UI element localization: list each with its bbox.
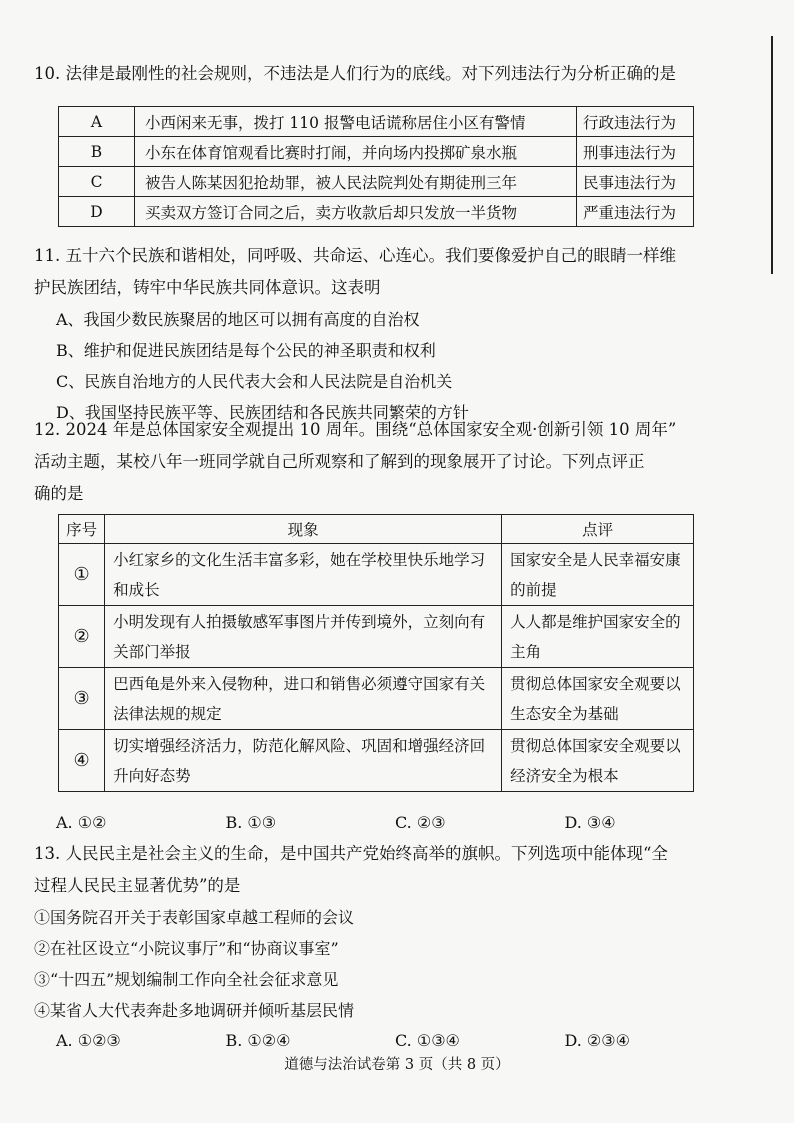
row-comment: 国家安全是人民幸福安康的前提 — [502, 544, 694, 606]
row-phenomenon: 切实增强经济活力，防范化解风险、巩固和增强经济回升向好态势 — [105, 730, 502, 792]
row-behavior: 买卖双方签订合同之后，卖方收款后却只发放一半货物 — [135, 197, 577, 227]
question-11-option-d: D、我国坚持民族平等、民族团结和各民族共同繁荣的方针 — [56, 403, 469, 422]
header-phenomenon: 现象 — [105, 515, 502, 544]
table-header-row — [59, 515, 694, 544]
row-category: 严重违法行为 — [577, 197, 694, 227]
question-12-choice-c: C. ②③ — [395, 813, 446, 832]
question-10-table — [58, 106, 694, 227]
question-11-option-c: C、民族自治地方的人民代表大会和人民法院是自治机关 — [56, 372, 453, 391]
question-12-table — [58, 514, 694, 792]
question-12-choice-d: D. ③④ — [564, 813, 616, 832]
question-12-choice-a: A. ①② — [56, 813, 107, 832]
row-letter: C — [59, 167, 135, 197]
question-10 — [34, 58, 734, 90]
page-footer: 道德与法治试卷第 3 页（共 8 页） — [284, 1057, 510, 1073]
row-comment: 人人都是维护国家安全的主角 — [502, 606, 694, 668]
table-row — [59, 197, 694, 227]
question-11-stem-line2: 护民族团结，铸牢中华民族共同体意识。这表明 — [34, 278, 381, 297]
row-behavior: 小东在体育馆观看比赛时打闹，并向场内投掷矿泉水瓶 — [135, 137, 577, 167]
row-comment: 贯彻总体国家安全观要以经济安全为根本 — [502, 730, 694, 792]
table-row — [59, 137, 694, 167]
row-phenomenon: 小明发现有人拍摄敏感军事图片并传到境外，立刻向有关部门举报 — [105, 606, 502, 668]
header-number: 序号 — [59, 515, 105, 544]
row-letter: A — [59, 107, 135, 137]
row-letter: D — [59, 197, 135, 227]
row-phenomenon: 巴西龟是外来入侵物种，进口和销售必须遵守国家有关法律法规的规定 — [105, 668, 502, 730]
question-13-stem-line2: 过程人民民主显著优势”的是 — [34, 876, 241, 895]
table-row — [59, 167, 694, 197]
table-row — [59, 668, 694, 730]
question-13-item-2: ②在社区设立“小院议事厅”和“协商议事室” — [34, 939, 339, 958]
question-13-choice-c: C. ①③④ — [395, 1031, 460, 1050]
question-13-item-1: ①国务院召开关于表彰国家卓越工程师的会议 — [34, 908, 355, 927]
table-row — [59, 606, 694, 668]
question-10-stem: 10. 法律是最刚性的社会规则，不违法是人们行为的底线。对下列违法行为分析正确的是 — [34, 64, 676, 83]
question-13 — [34, 838, 734, 1056]
row-category: 民事违法行为 — [577, 167, 694, 197]
row-category: 刑事违法行为 — [577, 137, 694, 167]
question-11 — [34, 240, 734, 428]
question-12 — [34, 414, 734, 510]
row-number: ① — [59, 544, 105, 606]
scan-edge-line — [771, 36, 773, 274]
question-12-stem-line1: 12. 2024 年是总体国家安全观提出 10 周年。围绕“总体国家安全观·创新引领 10 周年” — [34, 420, 677, 439]
row-behavior: 被告人陈某因犯抢劫罪，被人民法院判处有期徒刑三年 — [135, 167, 577, 197]
row-number: ② — [59, 606, 105, 668]
question-13-choice-b: B. ①②④ — [225, 1031, 291, 1050]
question-12-stem-line3: 确的是 — [34, 484, 84, 503]
row-number: ③ — [59, 668, 105, 730]
question-11-option-b: B、维护和促进民族团结是每个公民的神圣职责和权利 — [56, 341, 436, 360]
row-comment: 贯彻总体国家安全观要以生态安全为基础 — [502, 668, 694, 730]
question-13-choice-a: A. ①②③ — [56, 1031, 121, 1050]
question-12-choice-b: B. ①③ — [225, 813, 277, 832]
row-letter: B — [59, 137, 135, 167]
row-behavior: 小西闲来无事，拨打 110 报警电话谎称居住小区有警情 — [135, 107, 577, 137]
header-comment: 点评 — [502, 515, 694, 544]
row-phenomenon: 小红家乡的文化生活丰富多彩，她在学校里快乐地学习和成长 — [105, 544, 502, 606]
table-row — [59, 107, 694, 137]
table-row — [59, 730, 694, 792]
question-13-item-3: ③“十四五”规划编制工作向全社会征求意见 — [34, 970, 339, 989]
row-number: ④ — [59, 730, 105, 792]
question-13-stem-line1: 13. 人民民主是社会主义的生命，是中国共产党始终高举的旗帜。下列选项中能体现“全 — [34, 844, 668, 863]
question-11-option-a: A、我国少数民族聚居的地区可以拥有高度的自治权 — [56, 310, 420, 329]
question-12-stem-line2: 活动主题，某校八年一班同学就自己所观察和了解到的现象展开了讨论。下列点评正 — [34, 452, 645, 471]
question-13-item-4: ④某省人大代表奔赴多地调研并倾听基层民情 — [34, 1001, 355, 1020]
question-11-stem-line1: 11. 五十六个民族和谐相处，同呼吸、共命运、心连心。我们要像爱护自己的眼睛一样维 — [34, 246, 676, 265]
row-category: 行政违法行为 — [577, 107, 694, 137]
question-13-choice-d: D. ②③④ — [564, 1031, 630, 1050]
table-row — [59, 544, 694, 606]
question-12-choices — [34, 808, 734, 838]
